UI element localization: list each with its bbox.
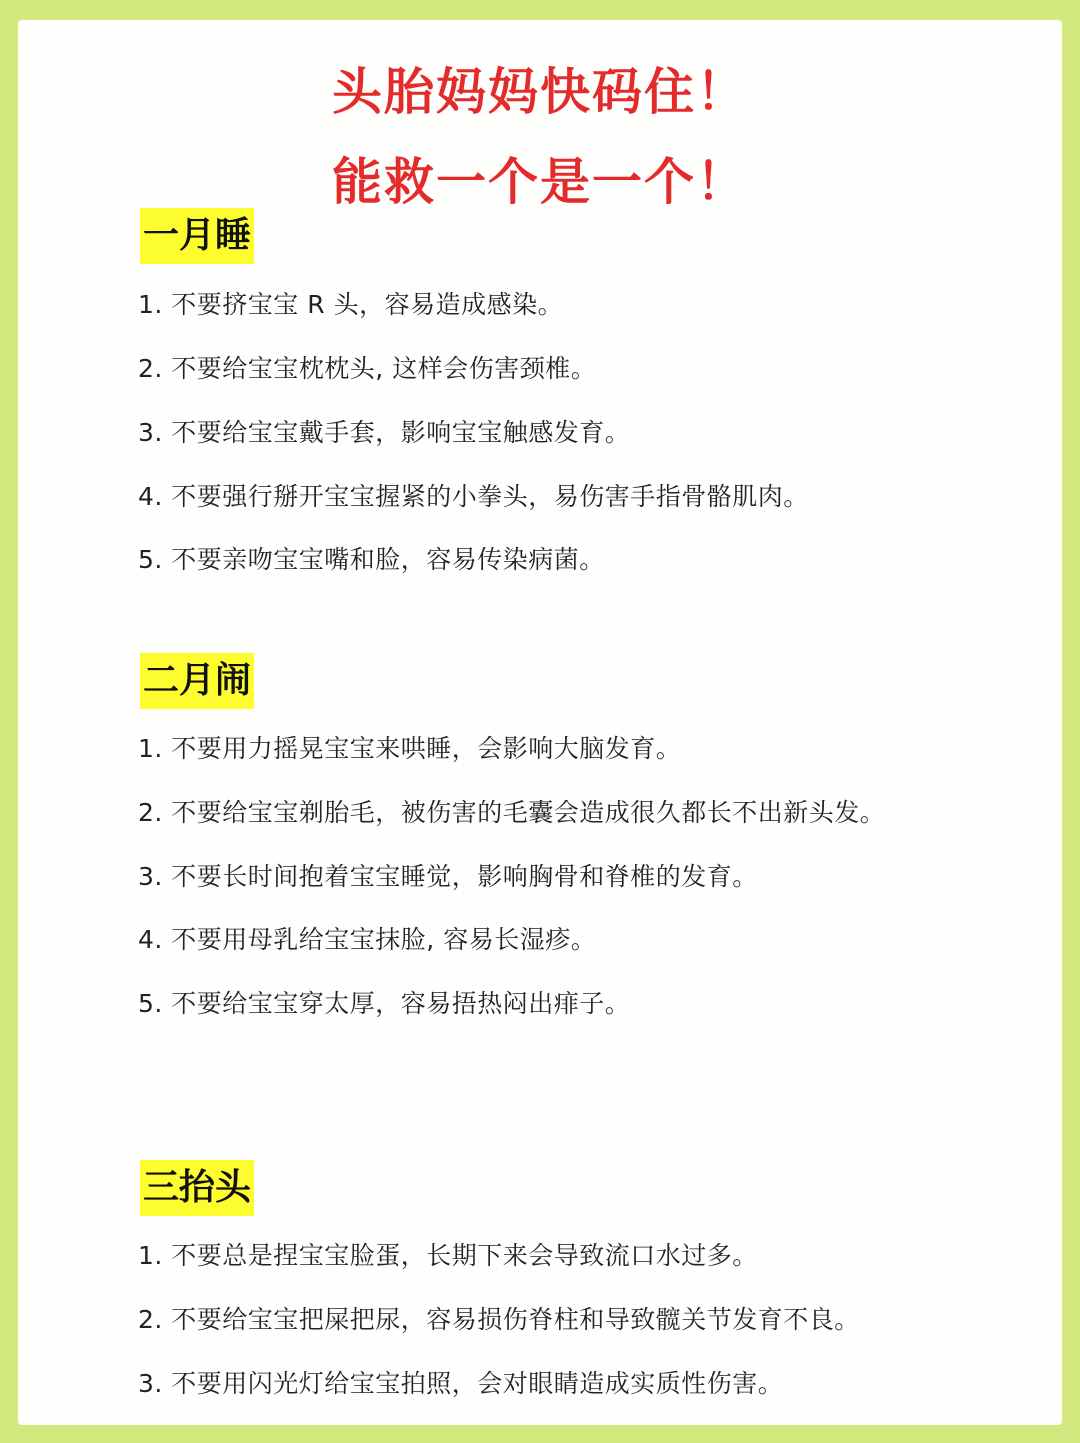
list-item: 3. 不要长时间抱着宝宝睡觉，影响胸骨和脊椎的发育。 — [138, 862, 758, 891]
list-item: 2. 不要给宝宝把屎把尿，容易损伤脊柱和导致髋关节发育不良。 — [138, 1305, 860, 1334]
content-card — [18, 20, 1062, 1425]
section-heading-month-2: 二月闹 — [140, 653, 254, 709]
list-item: 4. 不要强行掰开宝宝握紧的小拳头，易伤害手指骨骼肌肉。 — [138, 482, 809, 511]
page-title-line-1: 头胎妈妈快码住！ — [332, 63, 748, 121]
list-item: 1. 不要用力摇晃宝宝来哄睡，会影响大脑发育。 — [138, 734, 682, 763]
list-item: 4. 不要用母乳给宝宝抹脸, 容易长湿疹。 — [138, 925, 597, 954]
list-item: 5. 不要给宝宝穿太厚，容易捂热闷出痱子。 — [138, 989, 631, 1018]
section-heading-month-3: 三抬头 — [140, 1160, 254, 1216]
list-item: 1. 不要总是捏宝宝脸蛋，长期下来会导致流口水过多。 — [138, 1241, 758, 1270]
list-item: 1. 不要挤宝宝 R 头，容易造成感染。 — [138, 290, 564, 319]
list-item: 2. 不要给宝宝剃胎毛，被伤害的毛囊会造成很久都长不出新头发。 — [138, 798, 886, 827]
list-item: 5. 不要亲吻宝宝嘴和脸，容易传染病菌。 — [138, 545, 605, 574]
list-item: 3. 不要用闪光灯给宝宝拍照，会对眼睛造成实质性伤害。 — [138, 1369, 784, 1398]
list-item: 2. 不要给宝宝枕枕头, 这样会伤害颈椎。 — [138, 354, 597, 383]
page-title-line-2: 能救一个是一个！ — [332, 153, 748, 211]
section-heading-month-1: 一月睡 — [140, 208, 254, 264]
list-item: 3. 不要给宝宝戴手套，影响宝宝触感发育。 — [138, 418, 631, 447]
